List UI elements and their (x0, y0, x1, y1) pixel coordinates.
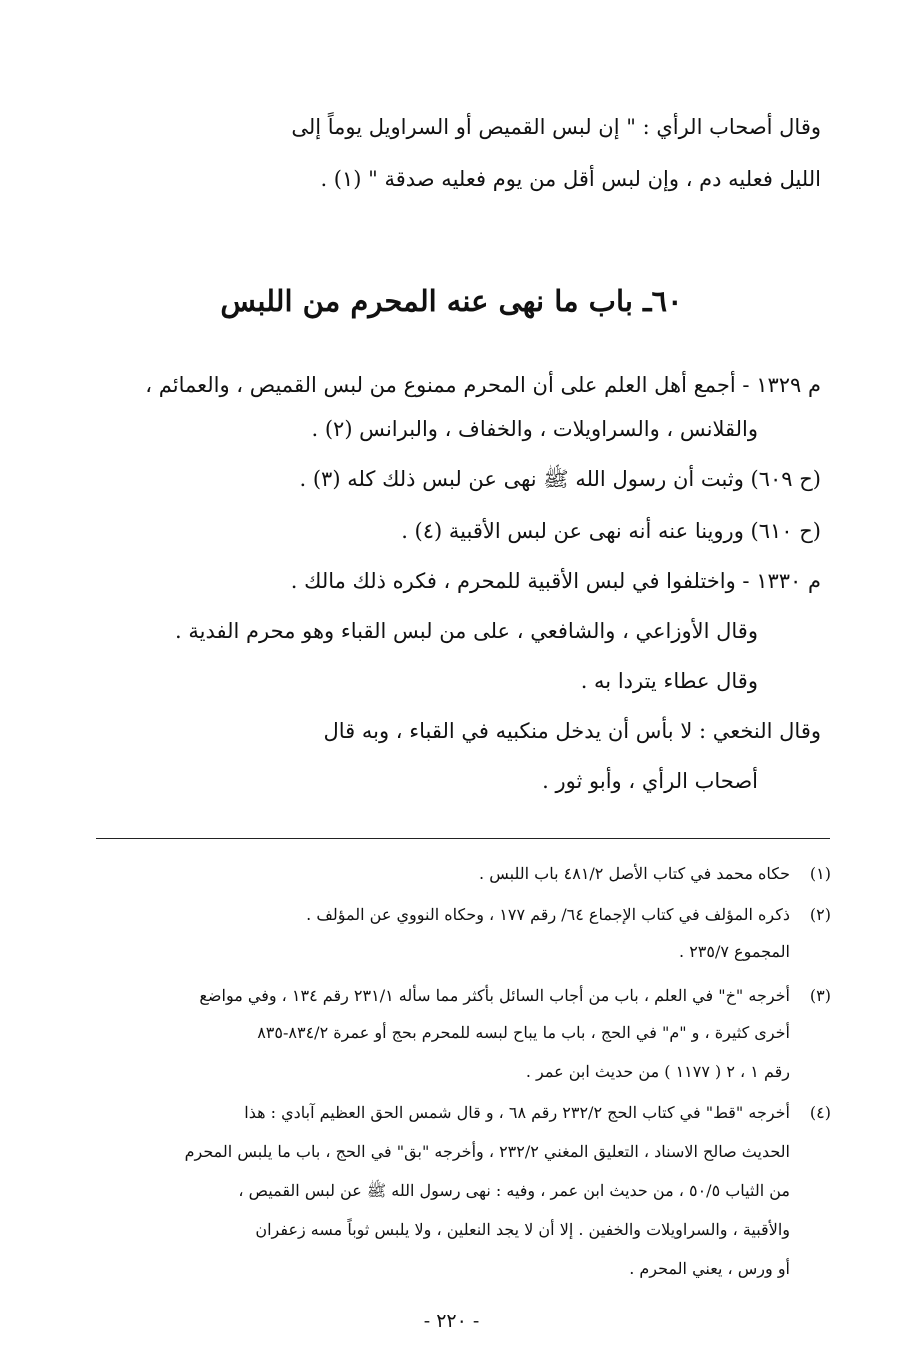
paragraph-line: أصحاب الرأي ، وأبو ثور . (542, 769, 758, 793)
page-number: - ٢٢٠ - (423, 1310, 480, 1332)
footnote-line: أخرجه "خ" في العلم ، باب من أجاب السائل بأكثر مما سأله ٢٣١/١ رقم ١٣٤ ، وفي مواضع (199, 986, 790, 1005)
paragraph-line: وقال الأوزاعي ، والشافعي ، على من لبس القباء وهو محرم الفدية . (175, 619, 758, 643)
footnote-line: والأقبية ، والسراويلات والخفين . إلا أن لا يجد النعلين ، ولا يلبس ثوباً مسه زعفران (255, 1220, 790, 1239)
footnote-line: المجموع ٢٣٥/٧ . (679, 942, 790, 961)
footnote-number: (٤) (809, 1103, 831, 1122)
footnote-line: حكاه محمد في كتاب الأصل ٤٨١/٢ باب اللبس . (479, 864, 790, 883)
footnote-line: أخرجه "قط" في كتاب الحج ٢٣٢/٢ رقم ٦٨ ، و قال شمس الحق العظيم آبادي : هذا (244, 1103, 790, 1122)
footnote-line: الحديث صالح الاسناد ، التعليق المغني ٢٣٢/٢ ، وأخرجه "بق" في الحج ، باب ما يلبس المحرم (184, 1142, 790, 1161)
footnote-number: (١) (809, 864, 831, 883)
footnote-separator (96, 838, 830, 839)
paragraph-line: والقلانس ، والسراويلات ، والخفاف ، والبرانس (٢) . (311, 417, 758, 441)
hadith-line: (ح ٦١٠) وروينا عنه أنه نهى عن لبس الأقبية (٤) . (401, 519, 821, 543)
paragraph-line: م ١٣٢٩ - أجمع أهل العلم على أن المحرم ممنوع من لبس القميص ، والعمائم ، (145, 373, 821, 397)
footnote-line: من الثياب ٥٠/٥ ، من حديث ابن عمر ، وفيه : نهى رسول الله ﷺ عن لبس القميص ، (238, 1181, 790, 1200)
footnote-line: أخرى كثيرة ، و "م" في الحج ، باب ما يباح لبسه للمحرم بحج أو عمرة ٨٣٤/٢-٨٣٥ (257, 1023, 790, 1042)
paragraph-line: الليل فعليه دم ، وإن لبس أقل من يوم فعليه صدقة " (١) . (320, 167, 821, 191)
paragraph-line: وقال عطاء يتردا به . (580, 669, 758, 693)
chapter-heading: ٦٠ـ باب ما نهى عنه المحرم من اللبس (220, 284, 683, 319)
footnote-line: ذكره المؤلف في كتاب الإجماع ٦٤/ رقم ١٧٧ ، وحكاه النووي عن المؤلف . (306, 905, 790, 924)
footnote-line: رقم ١ ، ٢ ( ١١٧٧ ) من حديث ابن عمر . (525, 1062, 790, 1081)
footnote-number: (٣) (809, 986, 831, 1005)
paragraph-line: وقال أصحاب الرأي : " إن لبس القميص أو السراويل يوماً إلى (291, 115, 821, 139)
paragraph-line: م ١٣٣٠ - واختلفوا في لبس الأقبية للمحرم ، فكره ذلك مالك . (290, 569, 821, 593)
hadith-line: (ح ٦٠٩) وثبت أن رسول الله ﷺ نهى عن لبس ذلك كله (٣) . (299, 467, 821, 491)
footnote-number: (٢) (809, 905, 831, 924)
footnote-line: أو ورس ، يعني المحرم . (629, 1259, 790, 1278)
paragraph-line: وقال النخعي : لا بأس أن يدخل منكبيه في القباء ، وبه قال (323, 719, 821, 743)
